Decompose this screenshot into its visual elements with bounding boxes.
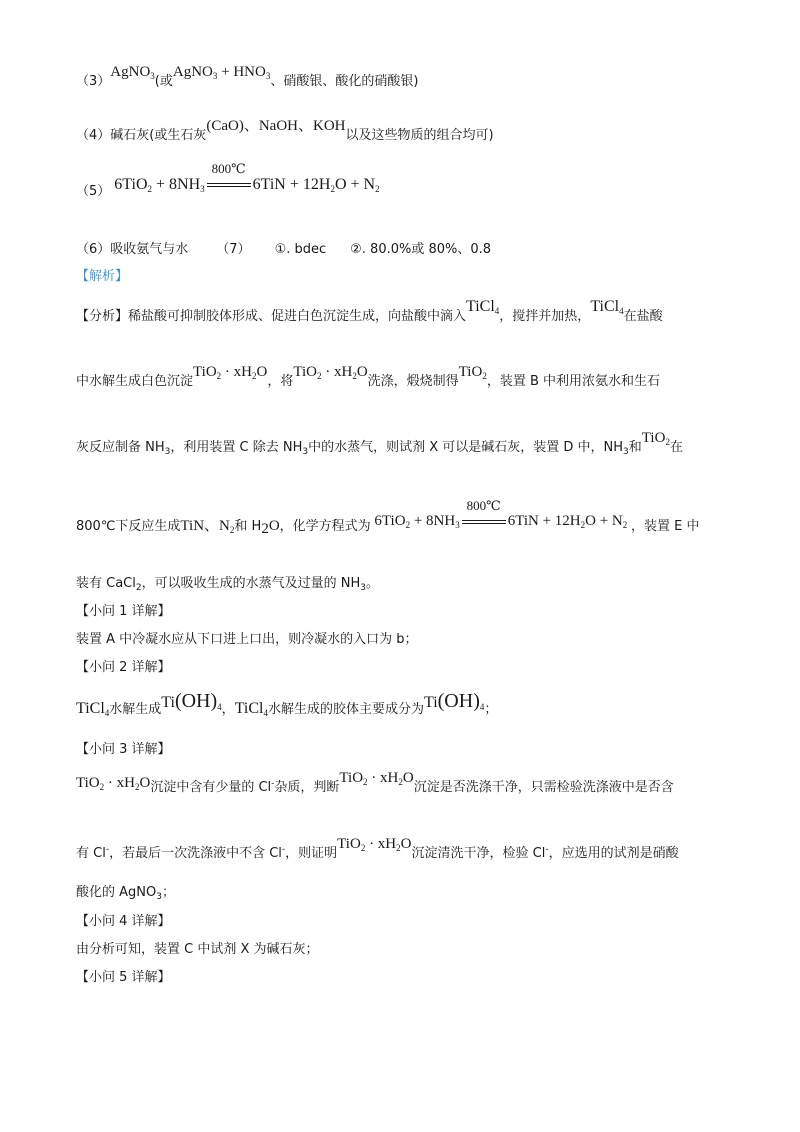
q3-heading: 【小问 3 详解】 — [76, 742, 171, 757]
q2-text: TiCl$_4$水解生成$Ti(OH)_4$，TiCl$_4$水解生成的胶体主要成分为$Ti(OH)_4$； — [76, 690, 498, 718]
q4-text: 由分析可知，装置 C 中试剂 X 为碱石灰； — [76, 942, 319, 957]
answer-4: （4）碱石灰(或生石灰(CaO)、NaOH、KOH以及这些物质的组合均可) — [76, 118, 494, 143]
reaction-condition: 800℃ — [205, 176, 253, 194]
analysis-line-4: 800℃下反应生成TiN、$N_2$和 $H_2O$，化学方程式为 $6TiO_2 + 8NH_3$ 800℃ $6TiN + 12H_2O + N_2$ ，装置 E 中 — [76, 498, 700, 537]
answer-6-7: （6）吸收氨气与水 （7） ①. bdec ②. 80.0%或 80%、0.8 — [76, 242, 492, 257]
q4-heading: 【小问 4 详解】 — [76, 914, 171, 929]
q3-line-1: $TiO_2 \cdot xH_2O$沉淀中含有少量的 Cl-杂质，判断$TiO_2 \cdot xH_2O$沉淀是否洗涤干净，只需检验洗涤液中是否含 — [76, 770, 674, 795]
q3-line-3: 酸化的 AgNO$_3$； — [76, 885, 175, 902]
analysis-line-1: 【分析】稀盐酸可抑制胶体形成、促进白色沉淀生成，向盐酸中滴入TiCl$_4$，搅拌并加热，TiCl$_4$在盐酸 — [76, 298, 663, 324]
q5-heading: 【小问 5 详解】 — [76, 970, 171, 985]
analysis-line-2: 中水解生成白色沉淀$TiO_2 \cdot xH_2O$，将$TiO_2 \cdot xH_2O$洗涤，煅烧制得TiO$_2$，装置 B 中利用浓氨水和生石 — [76, 364, 660, 389]
answer-5-equation: （5） $6TiO_2 + 8NH_3$ 800℃ $6TiN + 12H_2O + N_2$ — [76, 161, 380, 199]
analysis-line-5: 装有 CaCl$_2$，可以吸收生成的水蒸气及过量的 $NH_3$。 — [76, 576, 379, 593]
q2-heading: 【小问 2 详解】 — [76, 660, 171, 675]
analysis-line-3: 灰反应制备 $NH_3$，利用装置 C 除去 $NH_3$中的水蒸气，则试剂 X 可以是碱石灰，装置 D 中，$NH_3$和TiO$_2$在 — [76, 430, 683, 457]
q1-text: 装置 A 中冷凝水应从下口进上口出，则冷凝水的入口为 b； — [76, 632, 418, 647]
answer-3: （3）AgNO$_3$(或AgNO$_3$ + $HNO_3$、硝酸银、酸化的硝酸银) — [76, 64, 419, 89]
analysis-heading: 【解析】 — [76, 269, 129, 284]
q1-heading: 【小问 1 详解】 — [76, 604, 171, 619]
q3-line-2: 有 Cl-，若最后一次洗涤液中不含 Cl-，则证明$TiO_2 \cdot xH_2O$沉淀清洗干净，检验 Cl-，应选用的试剂是硝酸 — [76, 836, 679, 861]
